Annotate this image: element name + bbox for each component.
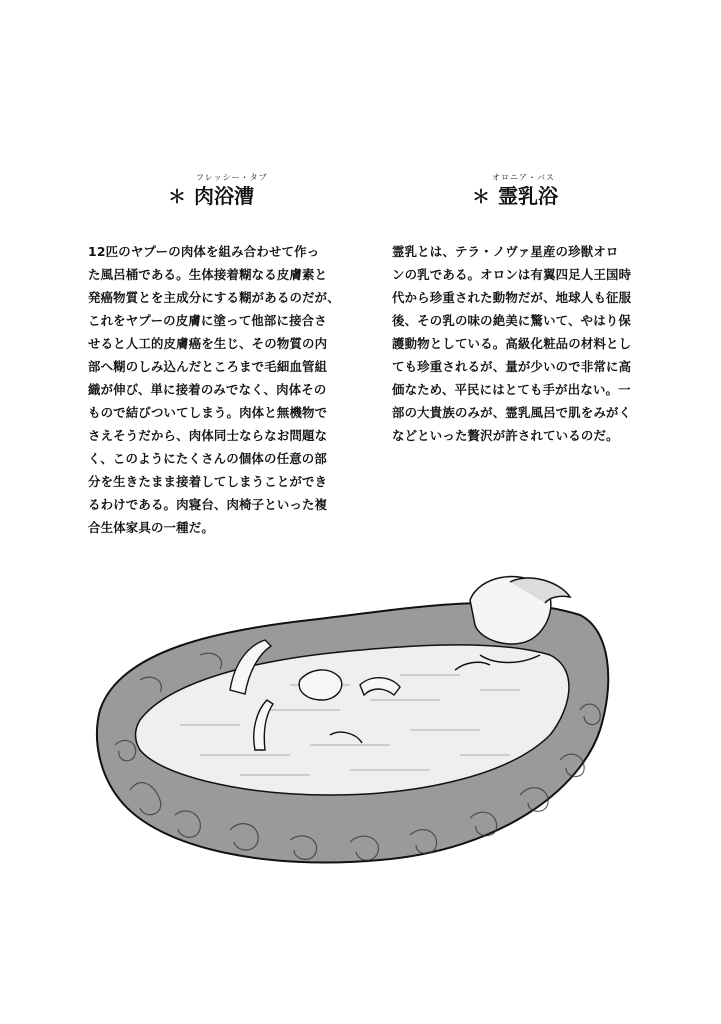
text-line: もので結びついてしまう。肉体と無機物で [88, 405, 328, 420]
bathtub-illustration [80, 560, 620, 880]
text-line: 霊乳とは、テラ・ノヴァ星産の珍獣オロ [392, 244, 619, 259]
asterisk-icon: ＊ [168, 187, 186, 208]
text-line: 部の大貴族のみが、霊乳風呂で肌をみがく [392, 405, 632, 420]
text-line: 合生体家具の一種だ。 [88, 520, 214, 535]
text-line: ンの乳である。オロンは有翼四足人王国時 [392, 267, 632, 282]
left-heading-title: 肉浴漕 [194, 184, 254, 208]
text-line: 後、その乳の味の絶美に驚いて、やはり保 [392, 313, 631, 328]
right-heading-title: 霊乳浴 [498, 184, 558, 208]
left-body-text [88, 240, 360, 539]
right-body-text [392, 240, 662, 447]
text-line: るわけである。肉寝台、肉椅子といった複 [88, 497, 328, 512]
text-line: 織が伸び、単に接着のみでなく、肉体その [88, 382, 327, 397]
text-line: 代から珍重された動物だが、地球人も征服 [392, 290, 632, 305]
text-line: く、このようにたくさんの個体の任意の部 [88, 451, 327, 466]
text-line: た風呂桶である。生体接着糊なる皮膚素と [88, 267, 328, 282]
text-line: 価なため、平民にはとても手が出ない。一 [392, 382, 631, 397]
text-line: 分を生きたまま接着してしまうことができ [88, 474, 328, 489]
left-column [88, 172, 360, 539]
text-line: ても珍重されるが、量が少いので非常に高 [392, 359, 632, 374]
text-line: 12匹のヤプーの肉体を組み合わせて作っ [88, 244, 320, 259]
text-line: これをヤプーの皮膚に塗って他部に接合さ [88, 313, 327, 328]
right-heading-ruby: オロニア・バス [492, 173, 555, 182]
text-line: せると人工的皮膚癌を生じ、その物質の内 [88, 336, 328, 351]
left-heading-ruby: フレッシー・タブ [196, 173, 268, 182]
text-line: 部へ糊のしみ込んだところまで毛細血管組 [88, 359, 328, 374]
asterisk-icon: ＊ [472, 187, 490, 208]
text-line: 発癌物質とを主成分にする糊があるのだが、 [88, 290, 340, 305]
text-line: などといった贅沢が許されているのだ。 [392, 428, 619, 443]
left-heading [88, 184, 360, 212]
right-column [392, 172, 662, 447]
text-line: 護動物としている。高級化粧品の材料とし [392, 336, 632, 351]
text-line: さえそうだから、肉体同士ならなお問題な [88, 428, 328, 443]
right-heading [392, 184, 662, 212]
